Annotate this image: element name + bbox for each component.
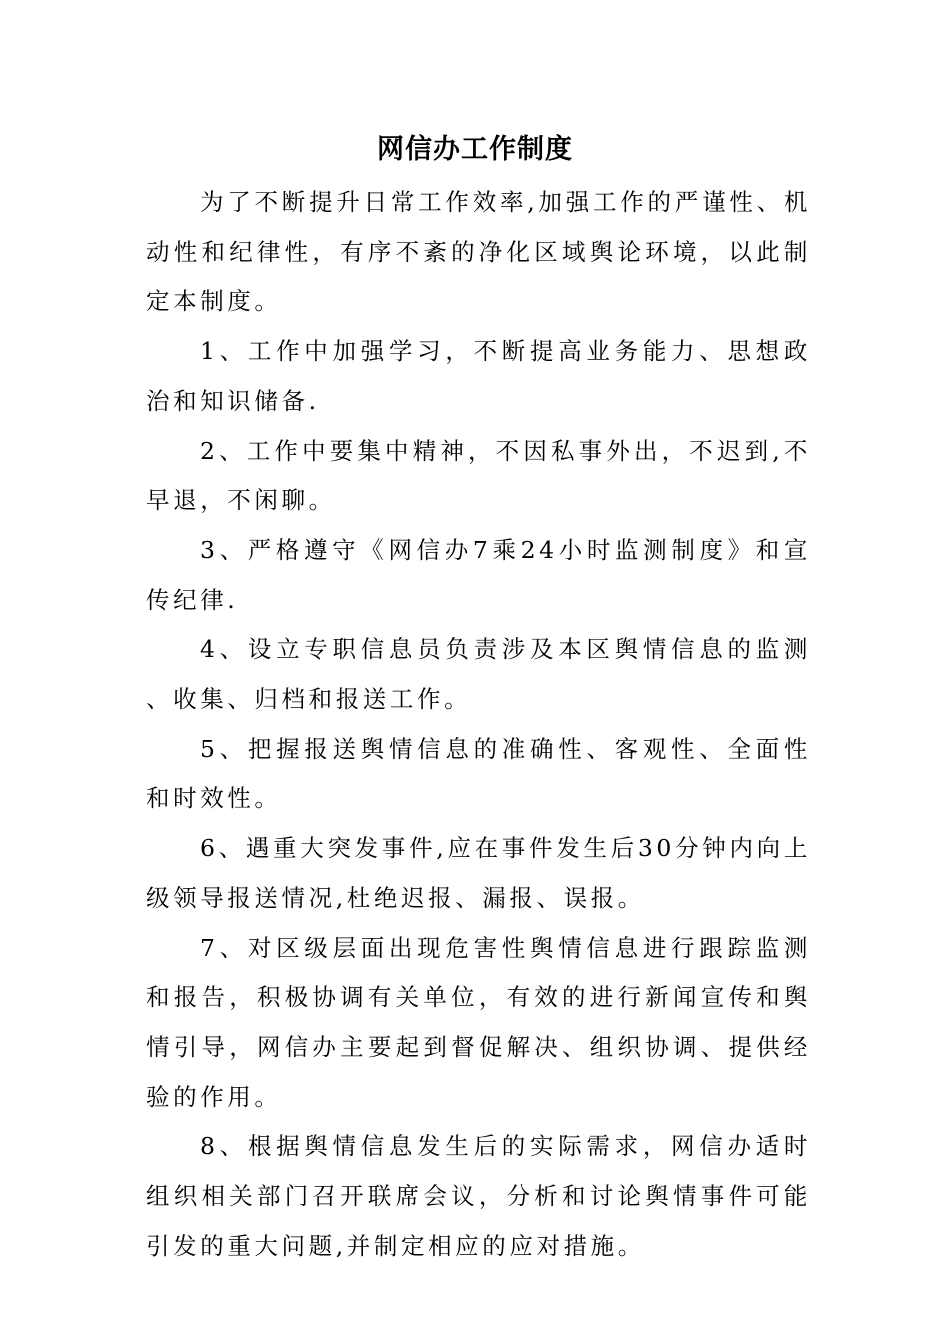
paragraph-line: 为了不断提升日常工作效率,加强工作的严谨性、机动 [146,188,811,266]
paragraph-line: 律. [200,585,239,614]
paragraph-line: 7、对区级层面出现危害性舆情信息进行跟踪监测和报 [146,933,811,1012]
paragraph-line: 5、把握报送舆情信息的准确性、客观性、全面性和时 [146,734,811,813]
paragraph-item-6 [146,824,811,923]
paragraph-item-8 [146,1122,811,1271]
paragraph-line: 相关部门召开联席会议，分析和讨论舆情事件可能引发的 [146,1182,812,1260]
paragraph-item-3 [146,526,811,625]
paragraph-line: 重大问题,并制定相应的应对措施。 [227,1231,645,1260]
paragraph-line: 3、严格遵守《网信办7乘24小时监测制度》和宣传纪 [146,535,811,614]
paragraph-line: 退，不闲聊。 [173,486,336,515]
paragraph-item-5 [146,725,811,824]
paragraph-line: 网信办主要起到督促解决、组织协调、提供经验的作用。 [146,1032,812,1111]
paragraph-line: 知识储备. [200,386,320,415]
paragraph-line: 效性。 [200,784,282,813]
document-title: 网信办工作制度 [377,134,573,165]
paragraph-line: 告，积极协调有关单位，有效的进行新闻宣传和舆情引导， [146,983,812,1061]
paragraph-item-1 [146,327,811,426]
paragraph-intro [146,178,811,327]
paragraph-item-4 [146,625,811,724]
paragraph-line: 6、遇重大突发事件,应在事件发生后30分钟内向上级 [146,834,811,912]
paragraph-line: 8、根据舆情信息发生后的实际需求，网信办适时组织 [146,1132,811,1211]
paragraph-line: 制度。 [200,287,282,316]
paragraph-item-2 [146,427,811,526]
paragraph-line: 性和纪律性，有序不紊的净化区域舆论环境，以此制定本 [146,237,811,316]
paragraph-line: 2、工作中要集中精神，不因私事外出，不迟到,不早 [146,436,811,515]
document-body [146,178,811,1271]
paragraph-item-7 [146,924,811,1123]
paragraph-line: 集、归档和报送工作。 [200,685,472,714]
paragraph-line: 领导报送情况,杜绝迟报、漏报、误报。 [173,883,645,912]
paragraph-line: 1、工作中加强学习，不断提高业务能力、思想政治和 [146,337,811,415]
paragraph-line: 4、设立专职信息员负责涉及本区舆情信息的监测、收 [146,635,811,714]
